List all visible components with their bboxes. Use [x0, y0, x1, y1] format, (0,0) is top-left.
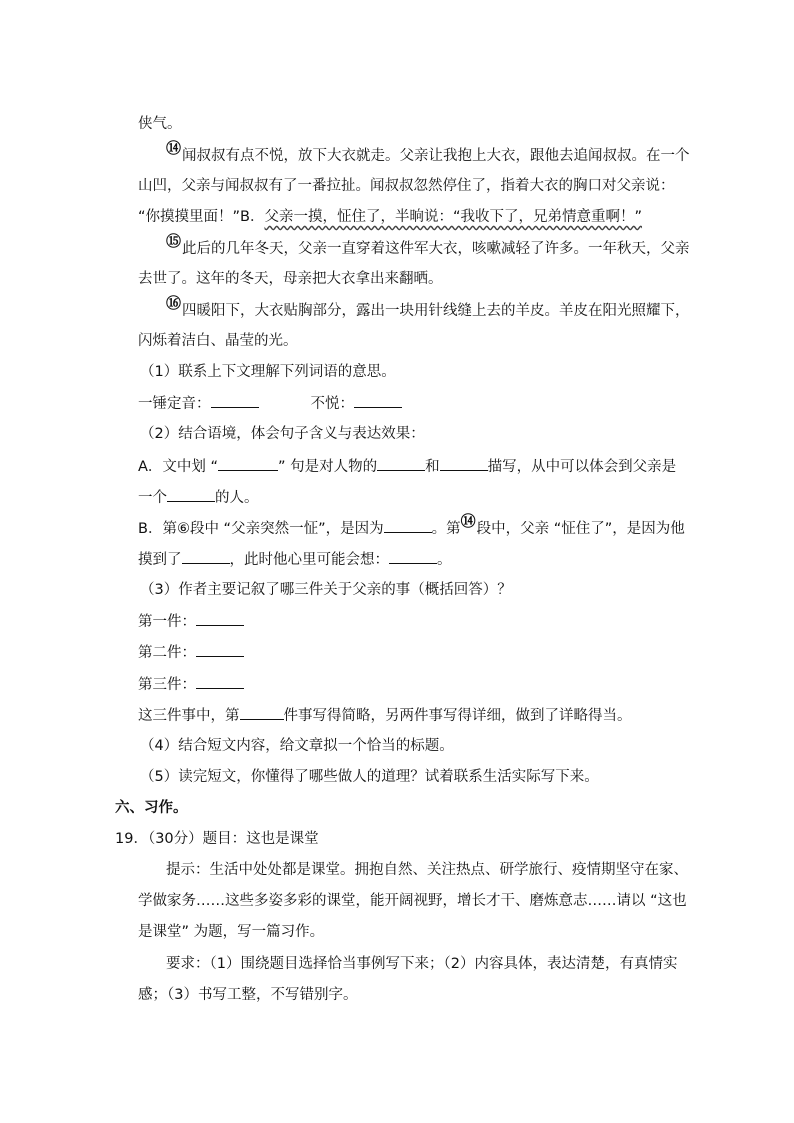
question-2b-line1 — [138, 512, 685, 539]
text: （4）结合短文内容，给文章拟一个恰当的标题。 — [140, 738, 454, 754]
text: 不悦： — [310, 396, 354, 412]
question-1-words — [138, 393, 402, 414]
question-2a-line1 — [138, 456, 676, 477]
text: （2）结合语境，体会句子含义与表达效果： — [140, 426, 425, 442]
paragraph-16-line2 — [138, 331, 298, 351]
answer-blank[interactable] — [377, 456, 425, 471]
paragraph-number-15: ⑮ — [166, 232, 182, 250]
text: 摸到了 — [138, 552, 182, 568]
text: 提示：生活中处处都是课堂。拥抱自然、关注热点、研学旅行、疫情期坚守在家、 — [166, 862, 688, 878]
question-3 — [140, 580, 512, 600]
text: 第二件： — [138, 645, 196, 661]
answer-blank[interactable] — [440, 456, 488, 471]
answer-blank[interactable] — [240, 705, 284, 720]
requirement-line2 — [138, 985, 357, 1005]
paragraph-number-14: ⑭ — [166, 139, 182, 157]
text: 是课堂” 为题，写一篇习作。 — [138, 924, 325, 940]
text: A．文中划 “ — [138, 459, 219, 475]
text: 山凹，父亲与闻叔叔有了一番拉扯。闻叔叔忽然停住了，指着大衣的胸口对父亲说： — [138, 178, 675, 194]
text: 。 — [437, 552, 452, 568]
text: 。第 — [431, 521, 461, 537]
question-3-third — [138, 674, 244, 695]
text: 闻叔叔有点不悦，放下大衣就走。父亲让我抱上大衣，跟他去追闻叔叔。在一个 — [182, 148, 690, 164]
question-3-summary — [138, 705, 632, 726]
hint-line1 — [166, 860, 688, 880]
answer-blank[interactable] — [182, 549, 230, 564]
text: 此后的几年冬天，父亲一直穿着这件军大衣，咳嗽减轻了许多。一年秋天，父亲 — [182, 241, 690, 257]
passage-line — [138, 114, 182, 134]
answer-blank[interactable] — [384, 518, 432, 533]
requirement-line1 — [166, 954, 677, 974]
section-heading — [115, 798, 188, 818]
answer-blank[interactable] — [196, 642, 244, 657]
answer-blank[interactable] — [218, 456, 278, 471]
text: 闪烁着洁白、晶莹的光。 — [138, 333, 298, 349]
text: 第一件： — [138, 614, 196, 630]
hint-line3 — [138, 922, 324, 942]
text: 描写，从中可以体会到父亲是 — [487, 459, 677, 475]
text: 19．（30分）题目：这也是课堂 — [115, 831, 319, 847]
paragraph-number-14: ⑭ — [460, 512, 476, 530]
text: B．第⑥段中 “父亲突然一怔”，是因为 — [138, 521, 384, 537]
answer-blank[interactable] — [211, 393, 259, 408]
text: 和 — [425, 459, 440, 475]
text: ，此时他心里可能会想： — [229, 552, 389, 568]
text: 六、习作。 — [115, 800, 188, 816]
paragraph-15-line1 — [166, 232, 690, 259]
text: 学做家务……这些多姿多彩的课堂，能开阔视野，增长才干、磨炼意志……请以 “这也 — [138, 893, 687, 909]
text: “你摸摸里面！”B． — [138, 209, 265, 225]
text: 要求：（1）围绕题目选择恰当事例写下来；（2）内容具体，表达清楚，有真情实 — [166, 956, 678, 972]
text: 件事写得简略，另两件事写得详细，做到了详略得当。 — [283, 708, 632, 724]
text: （3）作者主要记叙了哪三件关于父亲的事（概括回答）？ — [140, 582, 512, 598]
text: 段中，父亲 “怔住了”，是因为他 — [476, 521, 685, 537]
answer-blank[interactable] — [167, 487, 215, 502]
answer-blank[interactable] — [389, 549, 437, 564]
answer-blank[interactable] — [354, 393, 402, 408]
text: 的人。 — [215, 490, 259, 506]
question-3-first — [138, 611, 244, 632]
question-2a-line2 — [138, 487, 259, 508]
paragraph-15-line2 — [138, 269, 443, 289]
text: 侠气。 — [138, 116, 182, 132]
paragraph-14-line3 — [138, 207, 642, 227]
hint-line2 — [138, 891, 687, 911]
question-19 — [115, 829, 319, 849]
text: 一个 — [138, 490, 167, 506]
question-4 — [140, 736, 454, 756]
paragraph-number-16: ⑯ — [166, 294, 182, 312]
text: 一锤定音： — [138, 396, 211, 412]
text: 去世了。这年的冬天，母亲把大衣拿出来翻晒。 — [138, 271, 443, 287]
text: ” 句是对人物的 — [278, 459, 378, 475]
paragraph-14-line1 — [166, 139, 690, 166]
text: （5）读完短文，你懂得了哪些做人的道理？试着联系生活实际写下来。 — [140, 769, 599, 785]
text: （1）联系上下文理解下列词语的意思。 — [140, 364, 396, 380]
answer-blank[interactable] — [196, 674, 244, 689]
question-2b-line2 — [138, 549, 452, 570]
answer-blank[interactable] — [196, 611, 244, 626]
text: 四暖阳下，大衣贴胸部分，露出一块用针线缝上去的羊皮。羊皮在阳光照耀下， — [182, 303, 690, 319]
question-1 — [140, 362, 396, 382]
question-5 — [140, 767, 599, 787]
paragraph-14-line2 — [138, 176, 675, 196]
text: 这三件事中，第 — [138, 708, 240, 724]
text: 感；（3）书写工整，不写错别字。 — [138, 987, 358, 1003]
wavy-underlined-sentence: 父亲一摸，怔住了，半晌说：“我收下了，兄弟情意重啊！” — [264, 209, 643, 225]
paragraph-16-line1 — [166, 294, 690, 321]
question-3-second — [138, 642, 244, 663]
text: 第三件： — [138, 677, 196, 693]
question-2 — [140, 424, 425, 444]
